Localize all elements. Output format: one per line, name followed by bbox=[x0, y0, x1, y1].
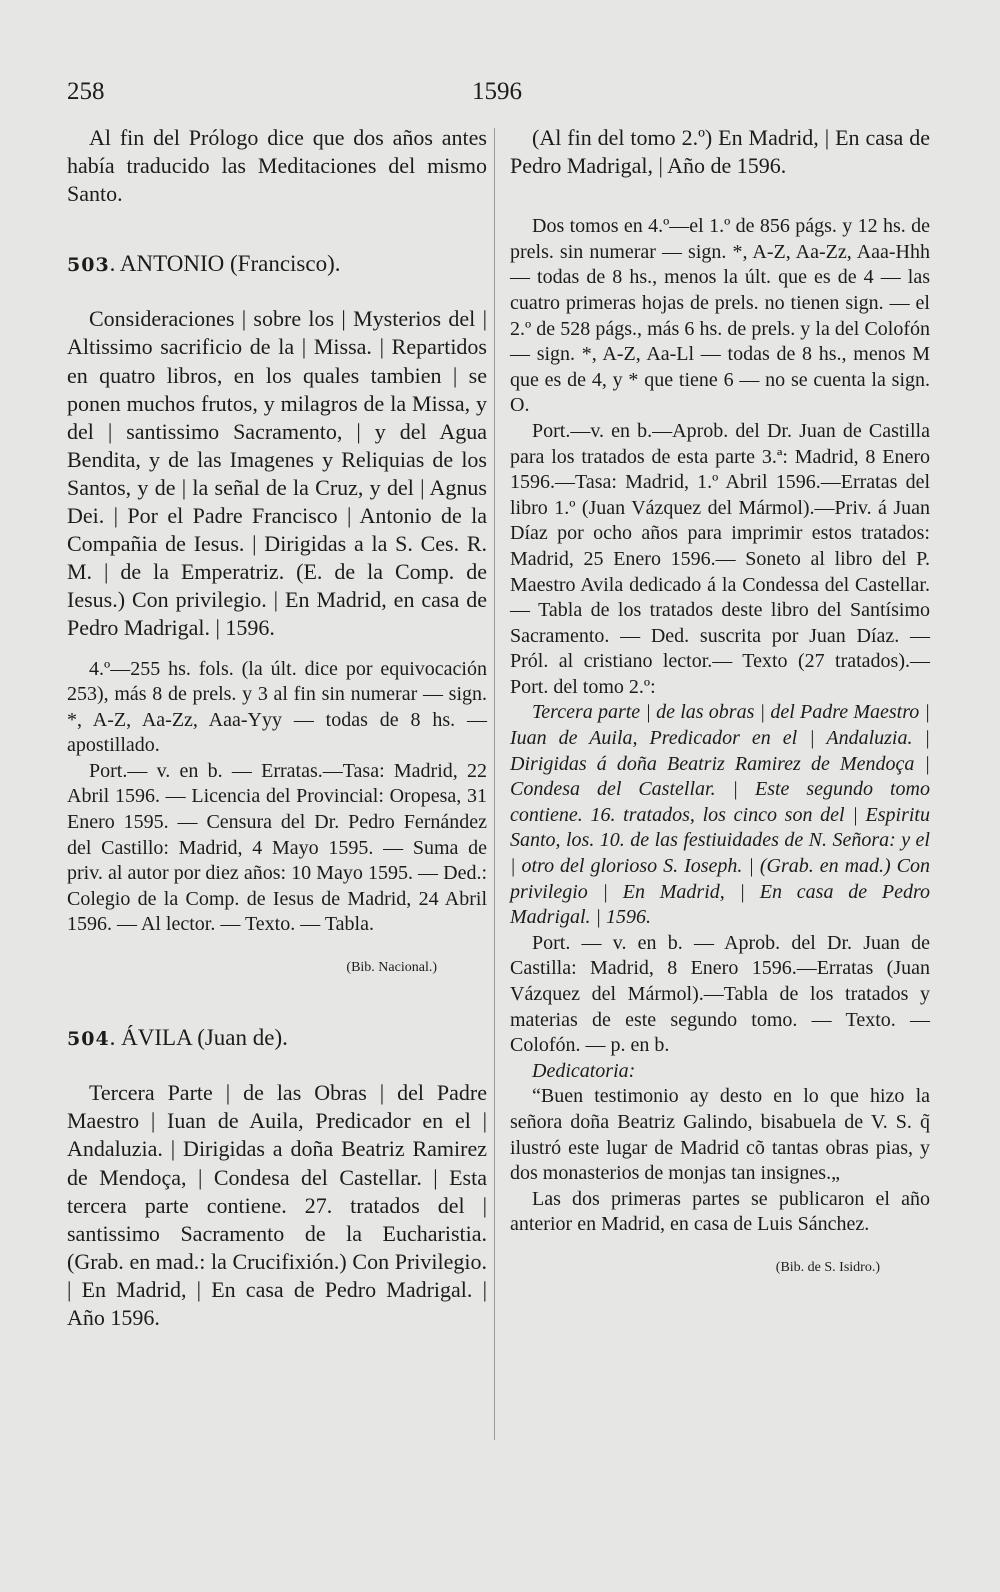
entry-504-title: Tercera Parte | de las Obras | del Padre Maestro | Iuan de Auila, Predicador en el | Andaluzia. | Dirigidas a doña Beatriz Ramirez de Mendoça, | Condesa del Castellar. | Esta tercera parte contiene. 27. tratados del | santissimo Sacramento de la Eucharistia. (Grab. en mad.: la Crucifixión.) Con Privilegio. | En Madrid, | En casa de Pedro Madrigal. | Año 1596. bbox=[67, 1080, 487, 1330]
publication-note: Las dos primeras partes se publicaron el año anterior en Madrid, en casa de Luis Sánchez. bbox=[510, 1187, 930, 1236]
entry-504-contents-vol1: Port.—v. en b.—Aprob. del Dr. Juan de Castilla para los tratados de esta parte 3.ª: Madrid, 8 Enero 1596.—Tasa: Madrid, 1.º Abril 1596.—Erratas del libro 1.º (Juan Vázquez del Mármol).—Priv. á Juan Díaz por ocho años para imprimir estos tratados: Madrid, 25 Enero 1596.— Soneto al libro del P. Maestro Avila dedicado á la Condessa del Castellar. — Tabla de los tratados deste libro del Santísimo Sacramento. — Ded. suscrita por Juan Díaz. — Pról. al cristiano lector.— Texto (27 tratados).—Port. del tomo 2.º: bbox=[510, 419, 930, 698]
entry-author: ÁVILA (Juan de). bbox=[121, 1025, 288, 1051]
colophon: (Al fin del tomo 2.º) En Madrid, | En casa de Pedro Madrigal, | Año de 1596. bbox=[510, 125, 930, 179]
prologue-note: Al fin del Prólogo dice que dos años antes había traducido las Meditaciones del mismo Santo. bbox=[67, 125, 487, 207]
right-column bbox=[510, 124, 930, 1294]
entry-author: ANTONIO (Francisco). bbox=[119, 251, 341, 277]
entry-504-heading: 504. ÁVILA (Juan de). bbox=[67, 1025, 288, 1051]
left-column bbox=[67, 124, 487, 1332]
entry-504-description: Dos tomos en 4.º—el 1.º de 856 págs. y 12 hs. de prels. sin numerar — sign. *, A-Z, Aa-Zz, Aaa-Hhh — todas de 8 hs., menos la últ. que es de 4 — las cuatro primeras hojas de prels. no tienen sign. — el 2.º de 528 págs., más 6 hs. de prels. y la del Colofón — sign. *, A-Z, Aa-Ll — todas de 8 hs., menos M que es de 4, y * que tiene 6 — no se cuenta la sign. O. bbox=[510, 215, 930, 417]
running-year: 1596 bbox=[472, 78, 522, 105]
dedication-quote: “Buen testimonio ay desto en lo que hizo la señora doña Beatriz Galindo, bisabuela de V. S. q̃ ilustró este lugar de Madrid cõ tantas obras pias, y dos monasterios de monjas tan insignes.„ bbox=[510, 1085, 930, 1185]
entry-503-description: 4.º—255 hs. fols. (la últ. dice por equivocación 253), más 8 de prels. y 3 al fin sin numerar — sign. *, A-Z, Aa-Zz, Aaa-Yyy — todas de 8 hs. — apostillado. bbox=[67, 657, 487, 757]
entry-504-title-vol2: Tercera parte | de las obras | del Padre Maestro | Iuan de Auila, Predicador en el | Andaluzia. | Dirigidas á doña Beatriz Ramirez de Mendoça | Condesa del Castellar. | Este segundo tomo contiene. 16. tratados, los cinco son del | Espiritu Santo, los. 10. de las festiuidades de N. Señora: y el | otro del glorioso S. Ioseph. | (Grab. en mad.) Con privilegio | En Madrid, | En casa de Pedro Madrigal. | 1596. bbox=[510, 701, 930, 929]
entry-503-title: Consideraciones | sobre los | Mysterios del | Altissimo sacrificio de la | Missa. | Repartidos en quatro libros, en los quales tambien | se ponen muchos frutos, y milagros de la Missa, y del | santissimo Sacramento, | y del Agua Bendita, y de las Imagenes y Reliquias de los Santos, y de | la señal de la Cruz, y del | Agnus Dei. | Por el Padre Francisco | Antonio de la Compañia de Iesus. | Dirigidas a la S. Ces. R. M. | de la Emperatriz. (E. de la Comp. de Iesus.) Con privilegio. | En Madrid, en casa de Pedro Madrigal. | 1596. bbox=[67, 306, 487, 641]
entry-503-source: (Bib. Nacional.) bbox=[346, 960, 437, 976]
entry-503-contents: Port.— v. en b. — Erratas.—Tasa: Madrid, 22 Abril 1596. — Licencia del Provincial: Oropesa, 31 Enero 1595. — Censura del Dr. Pedro Fernández del Castillo: Madrid, 4 Mayo 1595. — Suma de priv. al autor por diez años: 10 Mayo 1595. — Ded.: Colegio de la Comp. de Iesus de Madrid, 24 Abril 1596. — Al lector. — Texto. — Tabla. bbox=[67, 759, 487, 936]
entry-504-source: (Bib. de S. Isidro.) bbox=[775, 1259, 880, 1275]
column-divider bbox=[494, 128, 495, 1440]
entry-number: 504 bbox=[67, 1028, 110, 1051]
entry-number: 503 bbox=[67, 254, 110, 277]
entry-504-contents-vol2: Port. — v. en b. — Aprob. del Dr. Juan de Castilla: Madrid, 8 Enero 1596.—Erratas (Juan Vázquez del Mármol).—Tabla de los tratados y materias de este segundo tomo. — Texto. — Colofón. — p. en b. bbox=[510, 931, 930, 1057]
page-number: 258 bbox=[67, 78, 105, 105]
dedication-label: Dedicatoria: bbox=[532, 1059, 636, 1082]
entry-503-heading: 503. ANTONIO (Francisco). bbox=[67, 251, 341, 277]
